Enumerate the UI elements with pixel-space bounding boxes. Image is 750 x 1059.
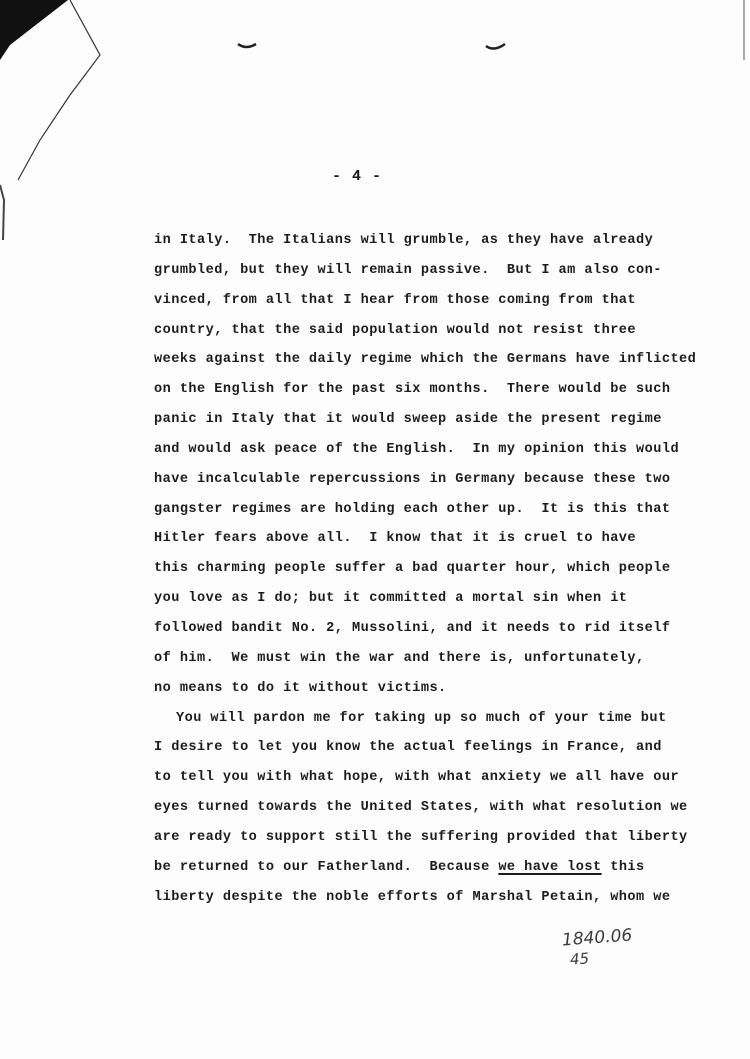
text-line: this charming people suffer a bad quarter hour, which people	[154, 561, 671, 577]
punch-mark-left	[238, 44, 256, 47]
text-line: followed bandit No. 2, Mussolini, and it needs to rid itself	[154, 620, 671, 636]
text-line: I desire to let you know the actual feelings in France, and	[154, 740, 662, 756]
text-line: in Italy. The Italians will grumble, as they have already	[154, 233, 654, 248]
letter-body	[154, 226, 734, 912]
text-line: panic in Italy that it would sweep aside the present regime	[154, 412, 662, 428]
paragraph-2	[154, 704, 734, 913]
edge-mark	[0, 185, 4, 240]
page-number: - 4 -	[331, 168, 382, 185]
corner-fold-mark	[0, 0, 68, 60]
underlined-phrase: we have lost	[498, 859, 602, 875]
text-line: Hitler fears above all. I know that it is cruel to have	[154, 531, 637, 547]
text-line: country, that the said population would not resist three	[154, 322, 637, 338]
handwritten-file-number: 1840.06	[561, 925, 633, 951]
text-line: have incalculable repercussions in Germany because these two	[154, 471, 671, 487]
text-line: you love as I do; but it committed a mortal sin when it	[154, 591, 628, 607]
text-line: You will pardon me for taking up so much of your time but	[176, 710, 667, 726]
text-line: liberty despite the noble efforts of Marshal Petain, whom we	[154, 889, 671, 905]
text-line: weeks against the daily regime which the Germans have inflicted	[154, 352, 697, 368]
paragraph-1	[154, 226, 734, 704]
text-line: gangster regimes are holding each other up. It is this that	[154, 501, 671, 517]
text-line: eyes turned towards the United States, with what resolution we	[154, 800, 688, 816]
handwritten-page-ref: 45	[569, 949, 590, 969]
text-line: no means to do it without victims.	[154, 680, 447, 696]
text-line: of him. We must win the war and there is, unfortunately,	[154, 650, 645, 666]
text-line-with-underline	[154, 853, 734, 883]
text-line: and would ask peace of the English. In my opinion this would	[154, 441, 680, 457]
text-line: are ready to support still the suffering provided that liberty	[154, 829, 688, 845]
text-line: to tell you with what hope, with what anxiety we all have our	[154, 770, 680, 786]
text-segment: be returned to our Fatherland. Because	[154, 859, 499, 875]
text-line: on the English for the past six months. There would be such	[154, 382, 671, 398]
text-line: vinced, from all that I hear from those coming from that	[154, 292, 637, 308]
text-segment: this	[601, 859, 645, 875]
text-line: grumbled, but they will remain passive. But I am also con-	[154, 262, 662, 278]
punch-mark-right	[486, 44, 505, 49]
